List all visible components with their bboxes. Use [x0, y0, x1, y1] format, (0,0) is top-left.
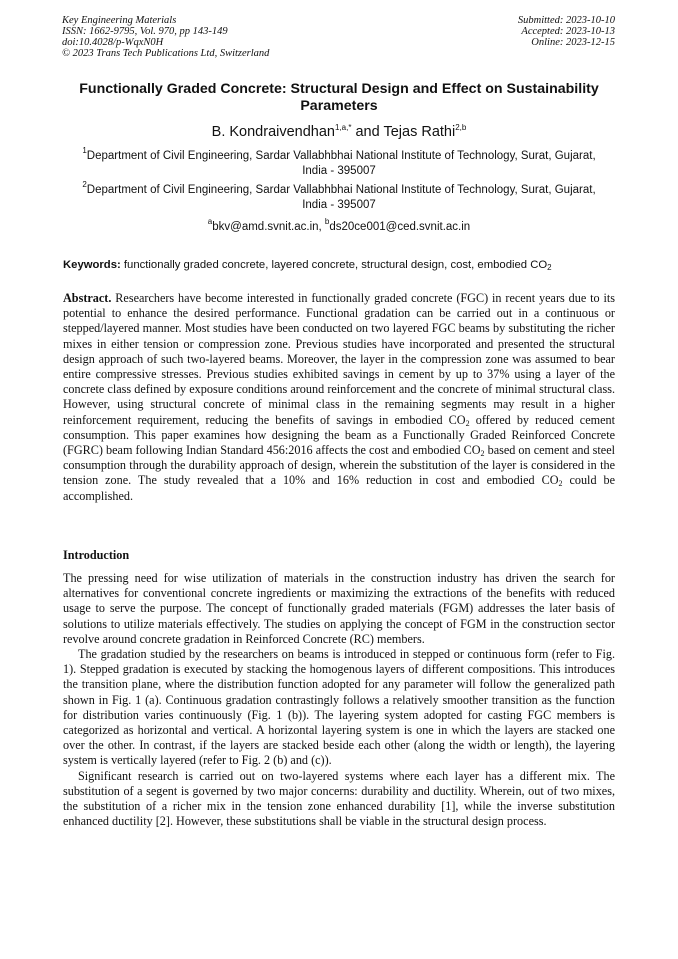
email-b-marker: b	[324, 217, 330, 226]
abstract-text-2: offered by reduced cement consumption. This paper examines how designing the beam as a Functionally Graded Reinforced Concrete (FGRC) beam following Indian Standard 456:2016 affects the cost and embodied CO	[63, 412, 615, 458]
co2-subscript: 2	[465, 418, 470, 428]
submitted-date: Submitted: 2023-10-10	[517, 15, 615, 26]
keywords-label: Keywords:	[63, 259, 121, 271]
paper-title: Functionally Graded Concrete: Structural Design and Effect on Sustainability Parameters	[79, 81, 599, 114]
affiliation-2	[70, 180, 608, 213]
intro-paragraph-1: The pressing need for wise utilization of materials in the construction industry has driven the search for alternatives for conventional concrete ingredients or maximizing the extractions of the benefits with reduced usage to serve the purpose. The concept of functionally graded materials (FGM) addresses the later basis of solutions to utilize materials effectively. The studies on applying the concept of FGM in the construction sector revolve around concrete gradation in Reinforced Concrete (RC) members.	[63, 571, 615, 646]
intro-paragraph-2: The gradation studied by the researchers on beams is introduced in stepped or continuous form (refer to Fig. 1). Stepped gradation is executed by stacking the homogenous layers of different compositions. This introduces the transition plane, where the distribution function adopted for any parameter will follow the generalized path shown in Fig. 1 (a). Continuous gradation contrastingly follows a relatively smoother transition as the function for distribution varies continuously (Fig. 1 (b)). The layering system adopted for casting FGC members is categorized as horizontal and vertical. A horizontal layering system is one in which the layers are stacked one over the other. In contrast, if the layers are stacked beside each other (along the width or length), the layering system is vertically layered (refer to Fig. 2 (b) and (c)).	[63, 647, 615, 768]
co2-subscript: 2	[547, 263, 552, 272]
intro-paragraph-3: Significant research is carried out on two-layered systems where each layer has a different mix. The substitution of a segent is governed by two major concerns: durability and ductility. Wherein, out of two mixes, the substitution of a richer mix in the tension zone enhanced durability [1], while the inverse substitution enhanced ductility [2]. However, these substitutions shall be viable in the structural design process.	[63, 768, 615, 829]
email-a[interactable]: bkv@amd.svnit.ac.in,	[212, 221, 325, 233]
abstract	[63, 291, 615, 504]
online-date: Online: 2023-12-15	[531, 37, 615, 48]
author-and: and	[351, 124, 384, 140]
author-2: Tejas Rathi	[383, 124, 456, 140]
co2-subscript: 2	[480, 449, 485, 459]
journal-issn: ISSN: 1662-9795, Vol. 970, pp 143-149	[62, 26, 228, 37]
abstract-text-4: could be accomplished.	[63, 473, 615, 503]
affiliation-1-text: Department of Civil Engineering, Sardar Vallabhbhai National Institute of Technology, Surat, Gujarat, India - 395007	[86, 150, 596, 177]
accepted-date: Accepted: 2023-10-13	[521, 26, 615, 37]
affiliation-2-marker: 2	[82, 180, 87, 189]
journal-name: Key Engineering Materials	[62, 15, 177, 26]
affiliation-2-text: Department of Civil Engineering, Sardar Vallabhbhai National Institute of Technology, Surat, Gujarat, India - 395007	[86, 184, 596, 211]
keywords-text: functionally graded concrete, layered concrete, structural design, cost, embodied CO	[120, 259, 548, 271]
abstract-text-3: based on cement and steel consumption through the durability approach of design, wherein the substitution of the layer is considered in the tension zone. The study revealed that a 10% and 16% reduction in cost and embodied CO	[63, 443, 615, 488]
abstract-text-1: Researchers have become interested in functionally graded concrete (FGC) in recent years due to its potential to enhance the desired performance. Functional gradation can be carried out in a continuous or stepped/layered manner. Most studies have been conducted on two layered FGC beams by substituting the richer mixes in either tension or compression zone. Previous studies have incorporated and presented the structural design approach of such two-layered beams. Moreover, the layer in the compression zone was assumed to bear entire compressive stresses. Previous studies exhibited savings in cement by up to 37% using a layer of the concrete class defined by exposure conditions around reinforcement and the concrete of minimal structural class. However, using structural concrete of minimal class in the remaining segments may result in a higher reinforcement requirement, reducing the benefits of savings in embodied CO	[63, 291, 615, 427]
co2-subscript: 2	[558, 479, 563, 489]
journal-copyright: © 2023 Trans Tech Publications Ltd, Switzerland	[62, 48, 270, 59]
journal-info	[62, 15, 269, 59]
email-b[interactable]: ds20ce001@ced.svnit.ac.in	[329, 221, 471, 233]
journal-doi[interactable]: doi:10.4028/p-WqxN0H	[62, 37, 164, 48]
publication-dates	[518, 15, 615, 48]
author-2-affil: 2,b	[455, 123, 467, 132]
introduction-body	[63, 571, 615, 829]
author-emails	[70, 217, 608, 235]
affiliation-1-marker: 1	[82, 146, 87, 155]
email-a-marker: a	[207, 217, 213, 226]
keywords	[63, 258, 616, 272]
introduction-heading: Introduction	[63, 548, 130, 562]
author-line	[60, 124, 618, 141]
affiliation-1	[70, 146, 608, 179]
author-1-affil: 1,a,*	[335, 123, 352, 132]
author-1: B. Kondraivendhan	[211, 124, 335, 140]
abstract-label: Abstract.	[63, 291, 112, 305]
